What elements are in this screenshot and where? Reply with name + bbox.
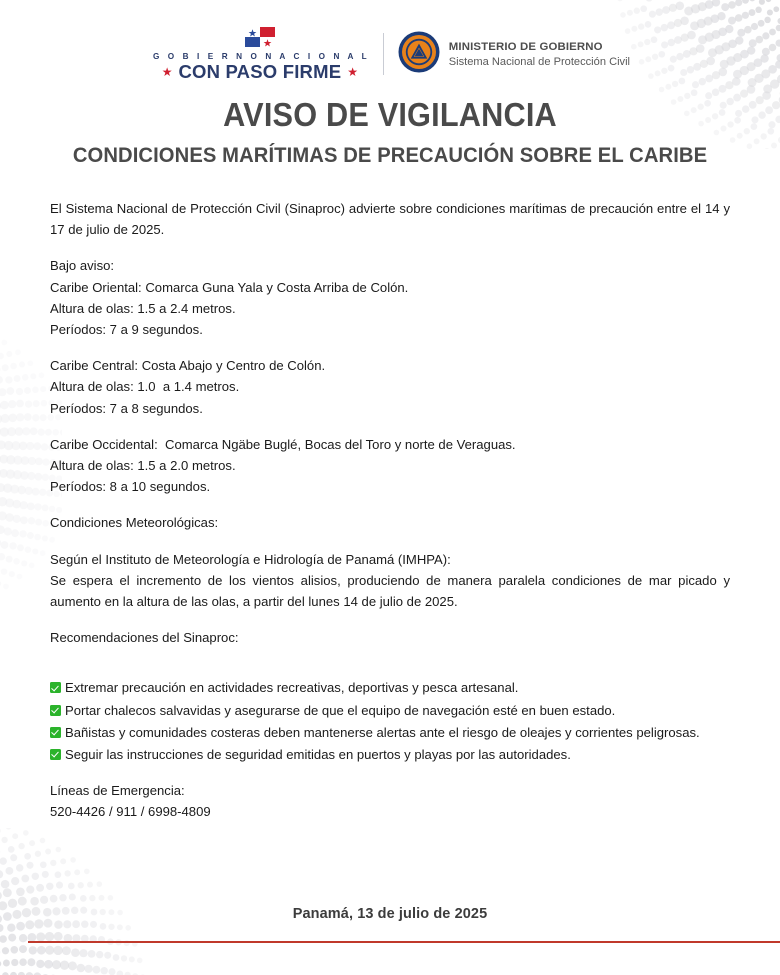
- zone-1-name: Caribe Central: Costa Abajo y Centro de Colón.: [50, 358, 326, 374]
- emergency-numbers: 520-4426 / 911 / 6998-4809: [50, 804, 211, 820]
- check-icon: [50, 682, 61, 693]
- bajo-aviso-block: [50, 255, 730, 340]
- panama-flag-icon: [245, 27, 275, 51]
- recommendations-label-block: [50, 627, 730, 648]
- emergency-label: Líneas de Emergencia:: [50, 783, 185, 799]
- recommendation-item: [50, 722, 730, 743]
- recommendations-list: [50, 677, 730, 765]
- document-header: [0, 0, 780, 92]
- zone-2-periods: Períodos: 8 a 10 segundos.: [50, 479, 211, 495]
- proteccion-civil-seal-icon: [398, 31, 440, 78]
- zone-0-name: Caribe Oriental: Comarca Guna Yala y Costa Arriba de Colón.: [50, 279, 409, 295]
- recommendation-text: Extremar precaución en actividades recreativas, deportivas y pesca artesanal.: [65, 680, 519, 696]
- ministerio-logo: [398, 31, 630, 78]
- zone-2-wave-height: Altura de olas: 1.5 a 2.0 metros.: [50, 458, 236, 474]
- meteorological-label: Condiciones Meteorológicas:: [50, 515, 219, 531]
- recommendation-item: [50, 700, 730, 721]
- check-icon: [50, 705, 61, 716]
- ministerio-title: MINISTERIO DE GOBIERNO: [448, 40, 603, 53]
- title-block: [0, 96, 780, 168]
- recommendation-text: Bañistas y comunidades costeras deben mantenerse alertas ante el riesgo de oleajes y corrientes peligrosas.: [65, 724, 700, 740]
- logo-divider: [383, 33, 384, 75]
- intro-paragraph: El Sistema Nacional de Protección Civil (Sinaproc) advierte sobre condiciones marítimas de precaución entre el 14 y 17 de julio de 2025.: [50, 201, 730, 238]
- bajo-aviso-label: Bajo aviso:: [50, 258, 115, 274]
- meteorological-label-block: [50, 512, 730, 533]
- zone-1-block: [50, 355, 730, 419]
- meteorological-block: [50, 549, 730, 613]
- zone-1-wave-height: Altura de olas: 1.0 a 1.4 metros.: [50, 379, 240, 395]
- recommendation-item: [50, 744, 730, 765]
- zone-2-name: Caribe Occidental: Comarca Ngäbe Buglé, Bocas del Toro y norte de Veraguas.: [50, 436, 516, 452]
- ministerio-text: [449, 40, 630, 69]
- footer-rule: [28, 941, 780, 943]
- gov-logo-slogan: CON PASO FIRME: [178, 61, 342, 83]
- spacer: [50, 663, 730, 677]
- zone-2-block: [50, 434, 730, 498]
- meteorological-source: Según el Instituto de Meteorología e Hidrología de Panamá (IMHPA):: [50, 551, 451, 567]
- zone-0-wave-height: Altura de olas: 1.5 a 2.4 metros.: [50, 300, 236, 316]
- logo-row: [0, 27, 780, 82]
- zone-0-periods: Períodos: 7 a 9 segundos.: [50, 322, 203, 338]
- recommendation-item: [50, 677, 730, 698]
- recommendation-text: Portar chalecos salvavidas y asegurarse de que el equipo de navegación esté en buen estado.: [65, 702, 616, 718]
- recommendation-text: Seguir las instrucciones de seguridad emitidas en puertos y playas por las autoridades.: [65, 747, 571, 763]
- document-body: [50, 198, 730, 838]
- page-subtitle: CONDICIONES MARÍTIMAS DE PRECAUCIÓN SOBRE EL CARIBE: [72, 143, 708, 167]
- gobierno-nacional-logo: [150, 27, 383, 82]
- zone-1-periods: Períodos: 7 a 8 segundos.: [50, 400, 203, 416]
- check-icon: [50, 749, 61, 760]
- ministerio-subtitle: Sistema Nacional de Protección Civil: [448, 55, 631, 68]
- star-left-icon: ★: [161, 65, 173, 80]
- page-title: AVISO DE VIGILANCIA: [223, 96, 557, 133]
- footer-date: Panamá, 13 de julio de 2025: [292, 906, 488, 922]
- gov-logo-line2: [162, 63, 358, 82]
- emergency-block: [50, 780, 730, 822]
- halftone-dots-bottom-left-decoration: [0, 828, 210, 975]
- recommendations-label: Recomendaciones del Sinaproc:: [50, 630, 239, 646]
- meteorological-text: Se espera el incremento de los vientos alisios, produciendo de manera paralela condiciones de mar picado y aumento en la altura de las olas, a partir del lunes 14 de julio de 2025.: [50, 572, 730, 610]
- check-icon: [50, 727, 61, 738]
- gov-logo-line1: G O B I E R N O N A C I O N A L: [152, 52, 370, 61]
- star-right-icon: ★: [347, 65, 359, 80]
